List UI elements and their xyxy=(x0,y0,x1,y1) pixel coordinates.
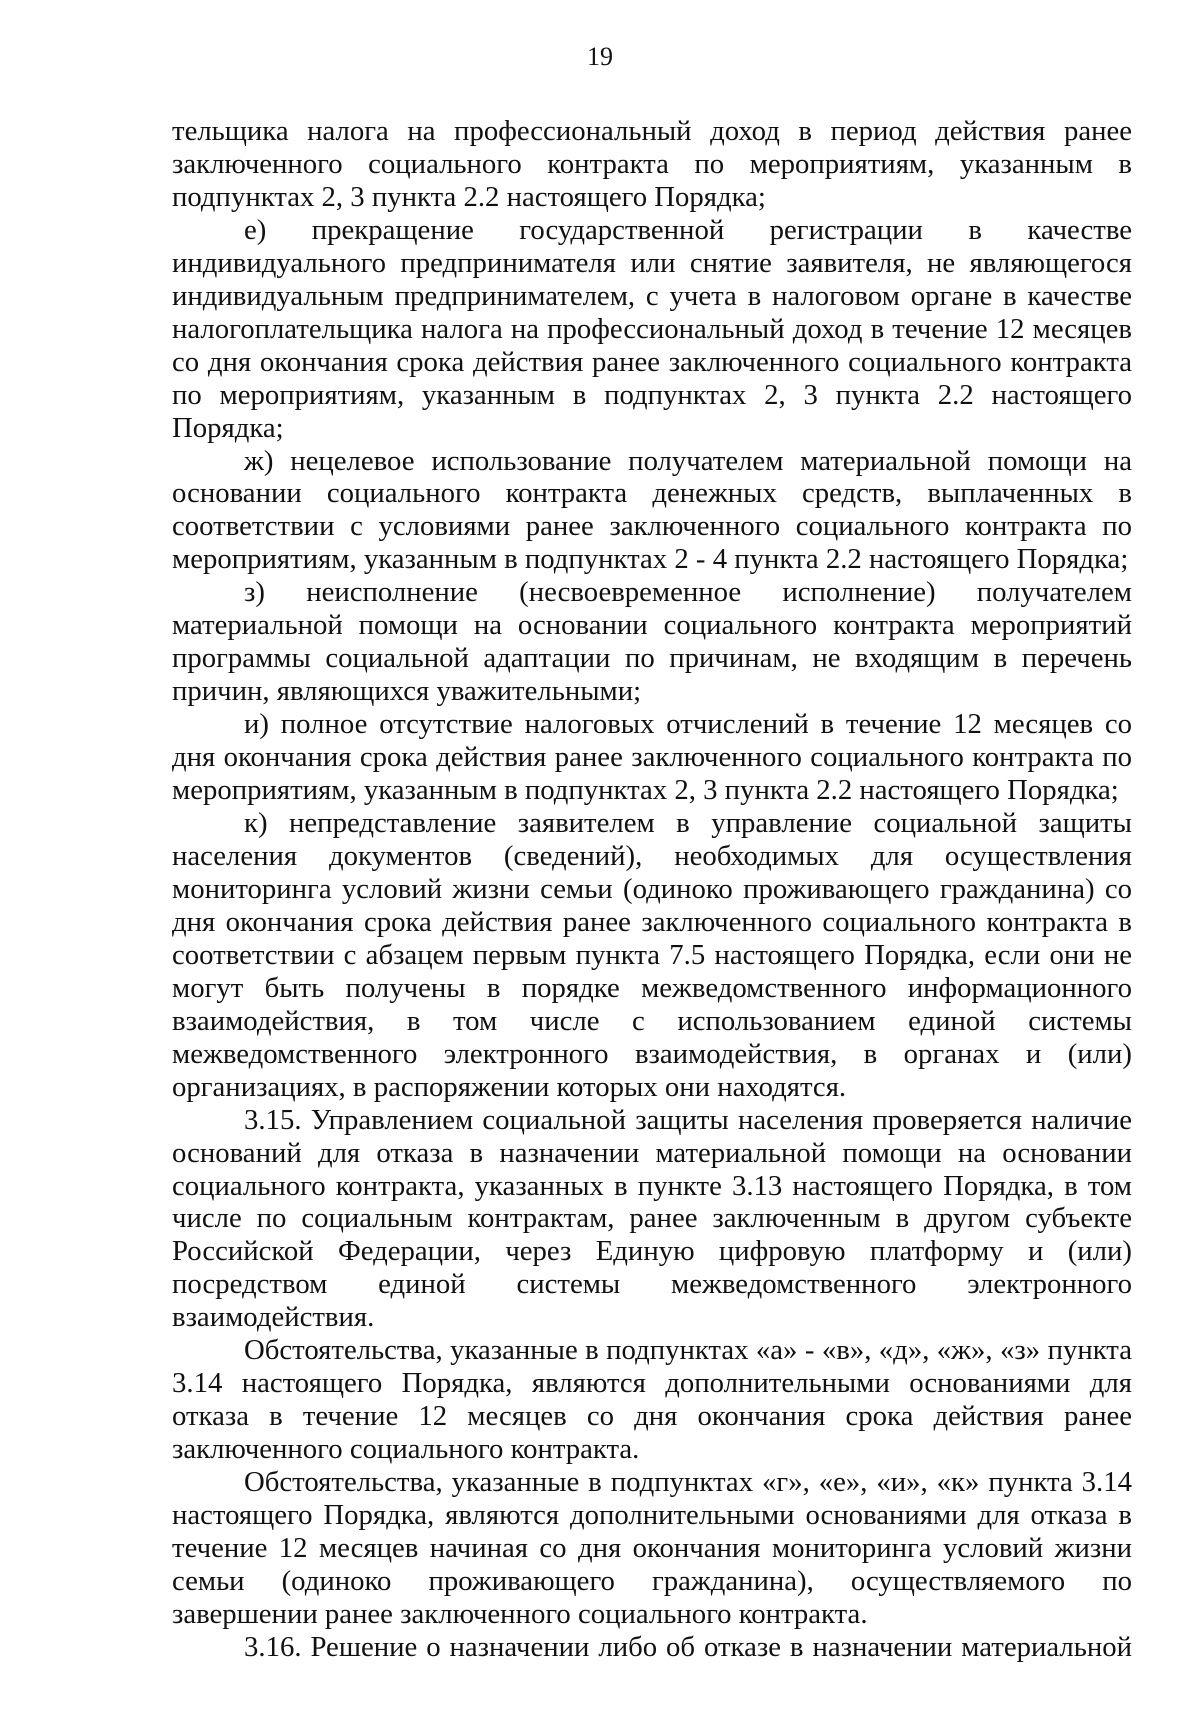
paragraph-3-16: 3.16. Решение о назначении либо об отказе в назначении материальной xyxy=(244,1630,1132,1663)
paragraph-circumstances-1: Обстоятельства, указанные в подпунктах «а» - «в», «д», «ж», «з» пункта 3.14 настоящего Порядка, являются дополнительными основаниями для отказа в течение 12 месяцев со дня окончания срока действия ранее заключенного социального контракта. xyxy=(172,1334,1132,1466)
paragraph-circumstances-2: Обстоятельства, указанные в подпунктах «г», «е», «и», «к» пункта 3.14 настоящего Порядка, являются дополнительными основаниями для отказа в течение 12 месяцев начиная со дня окончания мониторинга условий жизни семьи (одиноко проживающего гражданина), осуществляемого по завершении ранее заключенного социального контракта. xyxy=(172,1466,1132,1630)
paragraph-item-z: з) неисполнение (несвоевременное исполнение) получателем материальной помощи на основании социального контракта мероприятий программы социальной адаптации по причинам, не входящим в перечень причин, являющихся уважительными; xyxy=(172,576,1132,708)
paragraph-item-i: и) полное отсутствие налоговых отчислений в течение 12 месяцев со дня окончания срока действия ранее заключенного социального контракта по мероприятиям, указанным в подпунктах 2, 3 пункта 2.2 настоящего Порядка; xyxy=(172,708,1132,807)
document-body xyxy=(172,115,1132,1664)
paragraph-3-15: 3.15. Управлением социальной защиты населения проверяется наличие оснований для отказа в назначении материальной помощи на основании социального контракта, указанных в пункте 3.13 настоящего Порядка, в том числе по социальным контрактам, ранее заключенным в другом субъекте Российской Федерации, через Единую цифровую платформу и (или) посредством единой системы межведомственного электронного взаимодействия. xyxy=(172,1103,1132,1334)
paragraph-item-e: е) прекращение государственной регистрации в качестве индивидуального предпринимателя или снятие заявителя, не являющегося индивидуальным предпринимателем, с учета в налоговом органе в качестве налогоплательщика налога на профессиональный доход в течение 12 месяцев со дня окончания срока действия ранее заключенного социального контракта по мероприятиям, указанным в подпунктах 2, 3 пункта 2.2 настоящего Порядка; xyxy=(172,213,1132,444)
paragraph-item-k: к) непредставление заявителем в управление социальной защиты населения документов (сведений), необходимых для осуществления мониторинга условий жизни семьи (одиноко проживающего гражданина) со дня окончания срока действия ранее заключенного социального контракта в соответствии с абзацем первым пункта 7.5 настоящего Порядка, если они не могут быть получены в порядке межведомственного информационного взаимодействия, в том числе с использованием единой системы межведомственного электронного взаимодействия, в органах и (или) организациях, в распоряжении которых они находятся. xyxy=(172,807,1132,1103)
page-number: 19 xyxy=(587,42,613,71)
paragraph-item-zh: ж) нецелевое использование получателем материальной помощи на основании социального контракта денежных средств, выплаченных в соответствии с условиями ранее заключенного социального контракта по мероприятиям, указанным в подпунктах 2 - 4 пункта 2.2 настоящего Порядка; xyxy=(172,444,1132,576)
paragraph-continuation: тельщика налога на профессиональный доход в период действия ранее заключенного социального контракта по мероприятиям, указанным в подпунктах 2, 3 пункта 2.2 настоящего Порядка; xyxy=(172,115,1132,213)
